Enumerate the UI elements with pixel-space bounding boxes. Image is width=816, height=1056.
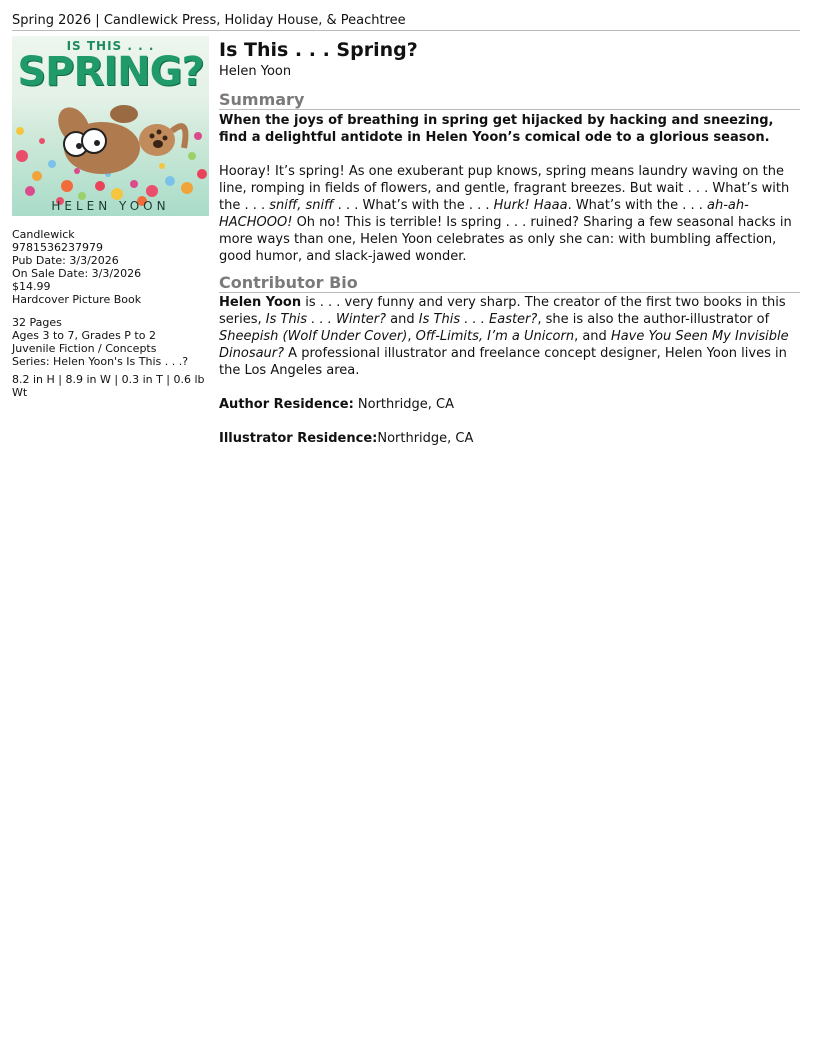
cover-small-title: IS THIS . . . (66, 39, 155, 53)
summary-text: Hooray! It’s spring! As one exuberant pup knows, spring means laundry waving on the line, romping in fields of flowers, and gentle, fragrant breezes. But wait . . . What’s with the . . . (219, 164, 790, 213)
page-header: Spring 2026 | Candlewick Press, Holiday House, & Peachtree (12, 13, 800, 31)
contributor-bio-heading: Contributor Bio (219, 274, 800, 293)
series: Series: Helen Yoon's Is This . . .? (12, 355, 189, 368)
summary-heading: Summary (219, 91, 800, 110)
cover-big-title: SPRING? (17, 49, 204, 95)
on-sale-date: On Sale Date: 3/3/2026 (12, 267, 142, 280)
contributor-bio (219, 294, 800, 379)
left-column (12, 36, 210, 399)
cover-author: HELEN YOON (51, 199, 170, 213)
format: Hardcover Picture Book (12, 293, 142, 306)
bio-text: is . . . very funny and very sharp. The creator of the first two books in this series, (219, 295, 786, 327)
illustrator-residence-label: Illustrator Residence: (219, 431, 378, 446)
bio-italic: Off-Limits, I’m a Unicorn (415, 329, 575, 344)
illustrator-residence (219, 430, 800, 447)
contributor-name: Helen Yoon (219, 295, 302, 310)
meta-spacer (12, 306, 210, 316)
bio-italic: Sheepish (Wolf Under Cover) (219, 329, 408, 344)
category: Juvenile Fiction / Concepts (12, 342, 157, 355)
page-count: 32 Pages (12, 316, 62, 329)
book-title: Is This . . . Spring? (219, 39, 418, 61)
dog-illustration (52, 102, 186, 174)
age-range: Ages 3 to 7, Grades P to 2 (12, 329, 156, 342)
illustrator-residence-value: Northridge, CA (377, 431, 474, 446)
bio-italic: Have You Seen My Invisible Dinosaur? (219, 329, 789, 361)
price: $14.99 (12, 280, 51, 293)
author-residence-value: Northridge, CA (353, 397, 454, 412)
bio-text: , and (574, 329, 611, 344)
bio-text: and (386, 312, 419, 327)
main-column (219, 38, 800, 447)
pub-date: Pub Date: 3/3/2026 (12, 254, 119, 267)
bio-italic: Is This . . . Easter? (418, 312, 538, 327)
book-author: Helen Yoon (219, 64, 292, 79)
summary-body (219, 163, 800, 265)
book-metadata (12, 228, 210, 399)
author-residence (219, 396, 800, 413)
summary-text: . . . What’s with the . . . (333, 198, 494, 213)
summary-italic: ah-ah-HACHOOO! (219, 198, 749, 230)
bio-italic: Is This . . . Winter? (265, 312, 387, 327)
bio-text: , she is also the author-illustrator of (537, 312, 770, 327)
isbn: 9781536237979 (12, 241, 103, 254)
bio-text: , (407, 329, 416, 344)
summary-text: . What’s with the . . . (567, 198, 707, 213)
imprint: Candlewick (12, 228, 75, 241)
summary-text: Oh no! This is terrible! Is spring . . . ruined? Sharing a few seasonal hacks in more ways than one, Helen Yoon celebrates as only she can: with bumbling affection, good humor, and slack-jawed wonder. (219, 215, 792, 264)
dimensions: 8.2 in H | 8.9 in W | 0.3 in T | 0.6 lb Wt (12, 373, 205, 399)
summary-italic: Hurk! Haaa (493, 198, 568, 213)
author-residence-label: Author Residence: (219, 397, 354, 412)
book-cover-image (12, 36, 209, 216)
summary-lead: When the joys of breathing in spring get hijacked by hacking and sneezing, find a delightful antidote in Helen Yoon’s comical ode to a glorious season. (219, 113, 774, 145)
summary-italic: sniff, sniff (269, 198, 334, 213)
bio-text: A professional illustrator and freelance concept designer, Helen Yoon lives in the Los Angeles area. (219, 346, 787, 378)
